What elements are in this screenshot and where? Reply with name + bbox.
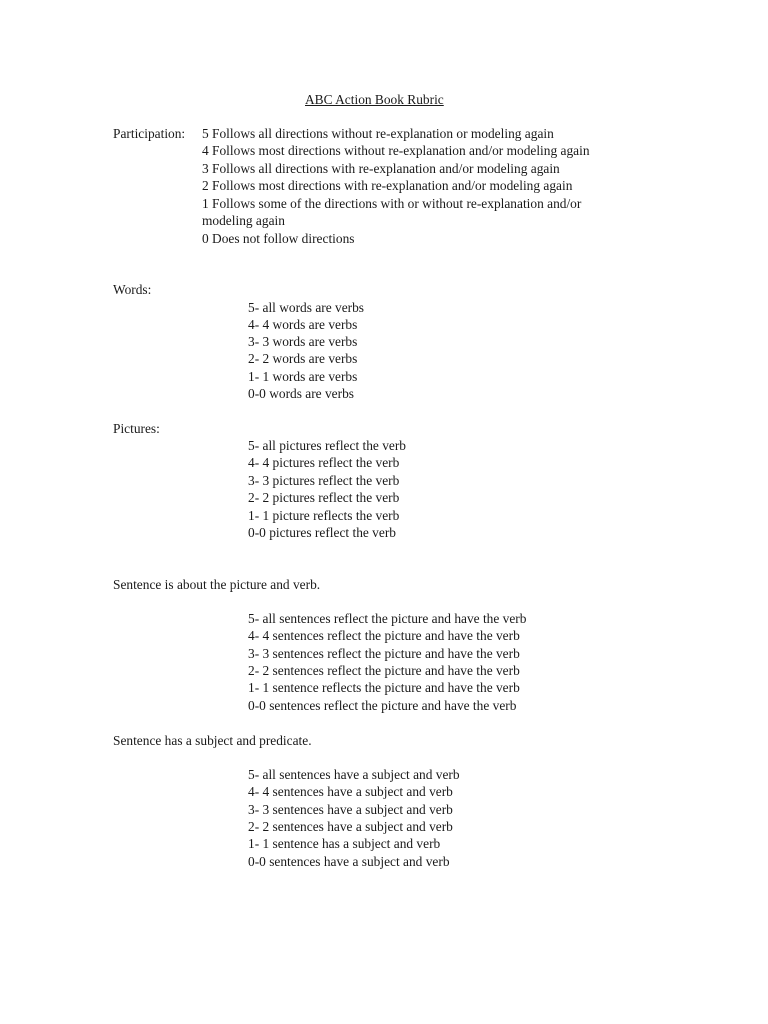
sentence-subject-item: 3- 3 sentences have a subject and verb [248, 802, 453, 817]
sentence-subject-item: 4- 4 sentences have a subject and verb [248, 784, 453, 799]
sentence-picture-label: Sentence is about the picture and verb. [113, 577, 321, 592]
sentence-subject-item: 2- 2 sentences have a subject and verb [248, 819, 453, 834]
page-title: ABC Action Book Rubric [305, 92, 444, 107]
participation-item: 2 Follows most directions with re-explanation and/or modeling again [202, 178, 573, 193]
sentence-picture-item: 2- 2 sentences reflect the picture and have the verb [248, 663, 520, 678]
sentence-subject-label: Sentence has a subject and predicate. [113, 733, 312, 748]
sentence-picture-item: 5- all sentences reflect the picture and have the verb [248, 611, 527, 626]
words-item: 0-0 words are verbs [248, 386, 354, 401]
pictures-label: Pictures: [113, 421, 160, 436]
participation-item: 1 Follows some of the directions with or without re-explanation and/or [202, 196, 582, 211]
pictures-item: 0-0 pictures reflect the verb [248, 525, 396, 540]
participation-label: Participation: [113, 126, 186, 141]
words-item: 1- 1 words are verbs [248, 369, 358, 384]
words-item: 4- 4 words are verbs [248, 317, 358, 332]
pictures-item: 4- 4 pictures reflect the verb [248, 455, 400, 470]
pictures-item: 5- all pictures reflect the verb [248, 438, 407, 453]
sentence-subject-item: 0-0 sentences have a subject and verb [248, 854, 450, 869]
participation-item: 4 Follows most directions without re-explanation and/or modeling again [202, 143, 590, 158]
participation-item: 0 Does not follow directions [202, 231, 355, 246]
sentence-picture-item: 1- 1 sentence reflects the picture and have the verb [248, 680, 520, 695]
words-item: 3- 3 words are verbs [248, 334, 358, 349]
participation-item: 3 Follows all directions with re-explanation and/or modeling again [202, 161, 560, 176]
sentence-subject-item: 5- all sentences have a subject and verb [248, 767, 460, 782]
words-label: Words: [113, 282, 152, 297]
words-item: 2- 2 words are verbs [248, 351, 358, 366]
participation-item: modeling again [202, 213, 285, 228]
pictures-item: 2- 2 pictures reflect the verb [248, 490, 400, 505]
pictures-item: 1- 1 picture reflects the verb [248, 508, 400, 523]
sentence-picture-item: 4- 4 sentences reflect the picture and have the verb [248, 628, 520, 643]
sentence-picture-item: 3- 3 sentences reflect the picture and have the verb [248, 646, 520, 661]
participation-item: 5 Follows all directions without re-explanation or modeling again [202, 126, 554, 141]
sentence-subject-item: 1- 1 sentence has a subject and verb [248, 836, 441, 851]
pictures-item: 3- 3 pictures reflect the verb [248, 473, 400, 488]
sentence-picture-item: 0-0 sentences reflect the picture and have the verb [248, 698, 517, 713]
words-item: 5- all words are verbs [248, 300, 365, 315]
